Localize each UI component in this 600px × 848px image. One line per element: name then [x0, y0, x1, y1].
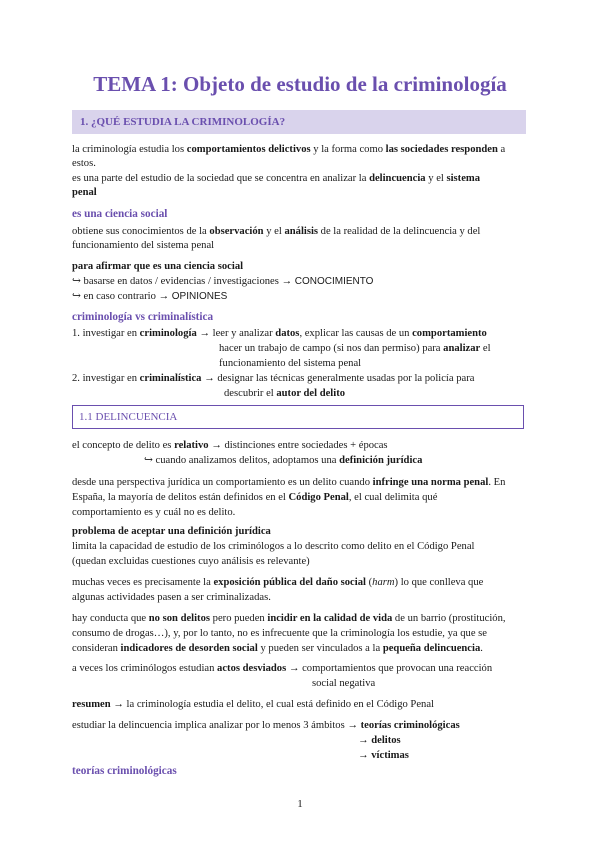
vs-heading: criminología vs criminalística — [72, 311, 214, 323]
ambitos-line-1: estudiar la delincuencia implica analizar por lo menos 3 ámbitos → teorías criminológicas — [72, 720, 460, 731]
perspectiva-line-2: España, la mayoría de delitos están definidos en el Código Penal, el cual delimita qué — [72, 492, 438, 503]
delito-line-2: ↪ cuando analizamos delitos, adoptamos una definición jurídica — [144, 455, 423, 466]
perspectiva-line-3: comportamiento es y cuál no es delito. — [72, 507, 236, 518]
section-1-1-heading: 1.1 DELINCUENCIA — [79, 411, 178, 423]
problema-line-1: limita la capacidad de estudio de los criminólogos a lo descrito como delito en el Código Penal — [72, 541, 475, 552]
section-1-heading: 1. ¿QUÉ ESTUDIA LA CRIMINOLOGÍA? — [80, 116, 286, 128]
afirmar-heading: para afirmar que es una ciencia social — [72, 261, 244, 272]
page-title: TEMA 1: Objeto de estudio de la criminología — [93, 72, 507, 96]
vs-point-1-line-2: hacer un trabajo de campo (si nos dan permiso) para analizar el — [219, 343, 491, 354]
intro-line-2: estos. — [72, 158, 96, 169]
vs-point-1-line-1: 1. investigar en criminología → leer y analizar datos, explicar las causas de un comportamiento — [72, 328, 487, 339]
conducta-line-1: hay conducta que no son delitos pero pueden incidir en la calidad de vida de un barrio (prostitución, — [72, 613, 506, 624]
intro-line-4: penal — [72, 187, 97, 198]
section-1-1-heading-box — [72, 405, 524, 429]
problema-heading: problema de aceptar una definición jurídica — [72, 526, 271, 537]
ambitos-line-2: → delitos — [358, 735, 401, 746]
desviados-line-2: social negativa — [312, 678, 376, 689]
perspectiva-line-1: desde una perspectiva jurídica un comportamiento es un delito cuando infringe una norma penal. En — [72, 477, 506, 488]
vs-point-2-line-1: 2. investigar en criminalística → designar las técnicas generalmente usadas por la policía para — [72, 373, 475, 384]
afirmar-item-1: ↪ basarse en datos / evidencias / investigaciones → CONOCIMIENTO — [72, 276, 374, 287]
page-number: 1 — [297, 798, 303, 810]
conducta-line-3: consideran indicadores de desorden social y pueden ser vinculados a la pequeña delincuencia. — [72, 643, 483, 654]
afirmar-item-2: ↪ en caso contrario → OPINIONES — [72, 291, 228, 302]
vs-point-1-line-3: funcionamiento del sistema penal — [219, 358, 362, 369]
ciencia-social-heading: es una ciencia social — [72, 208, 168, 220]
ciencia-line-2: funcionamiento del sistema penal — [72, 240, 215, 251]
teorias-heading: teorías criminológicas — [72, 765, 177, 777]
problema-line-2: (quedan excluidas cuestiones cuyo análisis es relevante) — [72, 556, 310, 567]
vs-point-2-line-2: descubrir el autor del delito — [224, 388, 346, 399]
section-1-heading-bar — [72, 110, 526, 134]
desviados-line-1: a veces los criminólogos estudian actos desviados → comportamientos que provocan una reacción — [72, 663, 493, 674]
intro-line-3: es una parte del estudio de la sociedad que se concentra en analizar la delincuencia y el sistema — [72, 173, 481, 184]
resumen-line: resumen → la criminología estudia el delito, el cual está definido en el Código Penal — [72, 699, 434, 710]
ambitos-line-3: → víctimas — [358, 750, 409, 761]
exposicion-line-1: muchas veces es precisamente la exposición pública del daño social (harm) lo que conlleva que — [72, 577, 484, 588]
ciencia-line-1: obtiene sus conocimientos de la observación y el análisis de la realidad de la delincuencia y del — [72, 226, 481, 237]
intro-line-1: la criminología estudia los comportamientos delictivos y la forma como las sociedades responden a — [72, 144, 506, 155]
exposicion-line-2: algunas actividades pasen a ser criminalizadas. — [72, 592, 271, 603]
conducta-line-2: consumo de drogas…), y, por lo tanto, no es infrecuente que la criminología los estudie, ya que se — [72, 628, 488, 639]
delito-line-1: el concepto de delito es relativo → distinciones entre sociedades + épocas — [72, 440, 388, 451]
